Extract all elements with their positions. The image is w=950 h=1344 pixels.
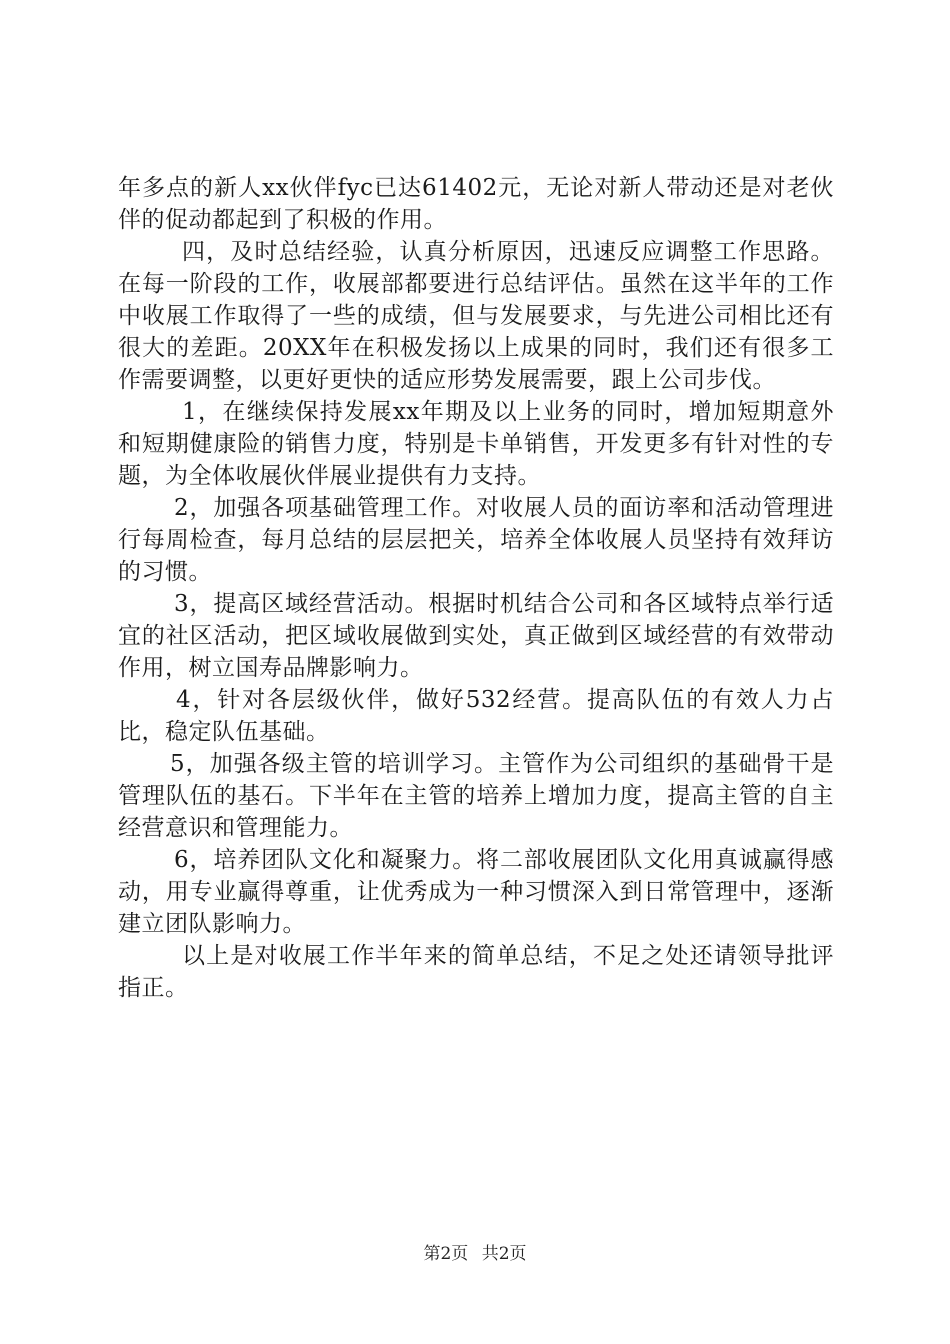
paragraph-item-3: 3，提高区域经营活动。根据时机结合公司和各区域特点举行适宜的社区活动，把区域收展做到实处，真正做到区域经营的有效带动作用，树立国寿品牌影响力。 [118, 591, 834, 681]
page-footer [0, 1243, 950, 1265]
paragraph-item-4: 4，针对各层级伙伴，做好532经营。提高队伍的有效人力占比，稳定队伍基础。 [118, 687, 834, 745]
paragraph-conclusion: 以上是对收展工作半年来的简单总结，不足之处还请领导批评指正。 [118, 943, 834, 1001]
paragraph-item-6: 6，培养团队文化和凝聚力。将二部收展团队文化用真诚赢得感动，用专业赢得尊重，让优秀成为一种习惯深入到日常管理中，逐渐建立团队影响力。 [118, 847, 834, 937]
paragraph-continuation: 年多点的新人xx伙伴fyc已达61402元，无论对新人带动还是对老伙伴的促动都起到了积极的作用。 [118, 175, 834, 233]
page-number-current: 第2页 [423, 1244, 469, 1264]
paragraph-item-2: 2，加强各项基础管理工作。对收展人员的面访率和活动管理进行每周检查，每月总结的层层把关，培养全体收展人员坚持有效拜访的习惯。 [118, 495, 834, 585]
paragraph-section-four: 四，及时总结经验，认真分析原因，迅速反应调整工作思路。在每一阶段的工作，收展部都要进行总结评估。虽然在这半年的工作中收展工作取得了一些的成绩，但与发展要求，与先进公司相比还有很大的差距。20XX年在积极发扬以上成果的同时，我们还有很多工作需要调整，以更好更快的适应形势发展需要，跟上公司步伐。 [118, 239, 834, 393]
paragraph-item-1: 1，在继续保持发展xx年期及以上业务的同时，增加短期意外和短期健康险的销售力度，特别是卡单销售，开发更多有针对性的专题，为全体收展伙伴展业提供有力支持。 [118, 399, 834, 489]
paragraph-item-5: 5，加强各级主管的培训学习。主管作为公司组织的基础骨干是管理队伍的基石。下半年在主管的培养上增加力度，提高主管的自主经营意识和管理能力。 [118, 751, 834, 841]
page-number-total: 共2页 [481, 1244, 527, 1264]
document-body [118, 172, 834, 1004]
